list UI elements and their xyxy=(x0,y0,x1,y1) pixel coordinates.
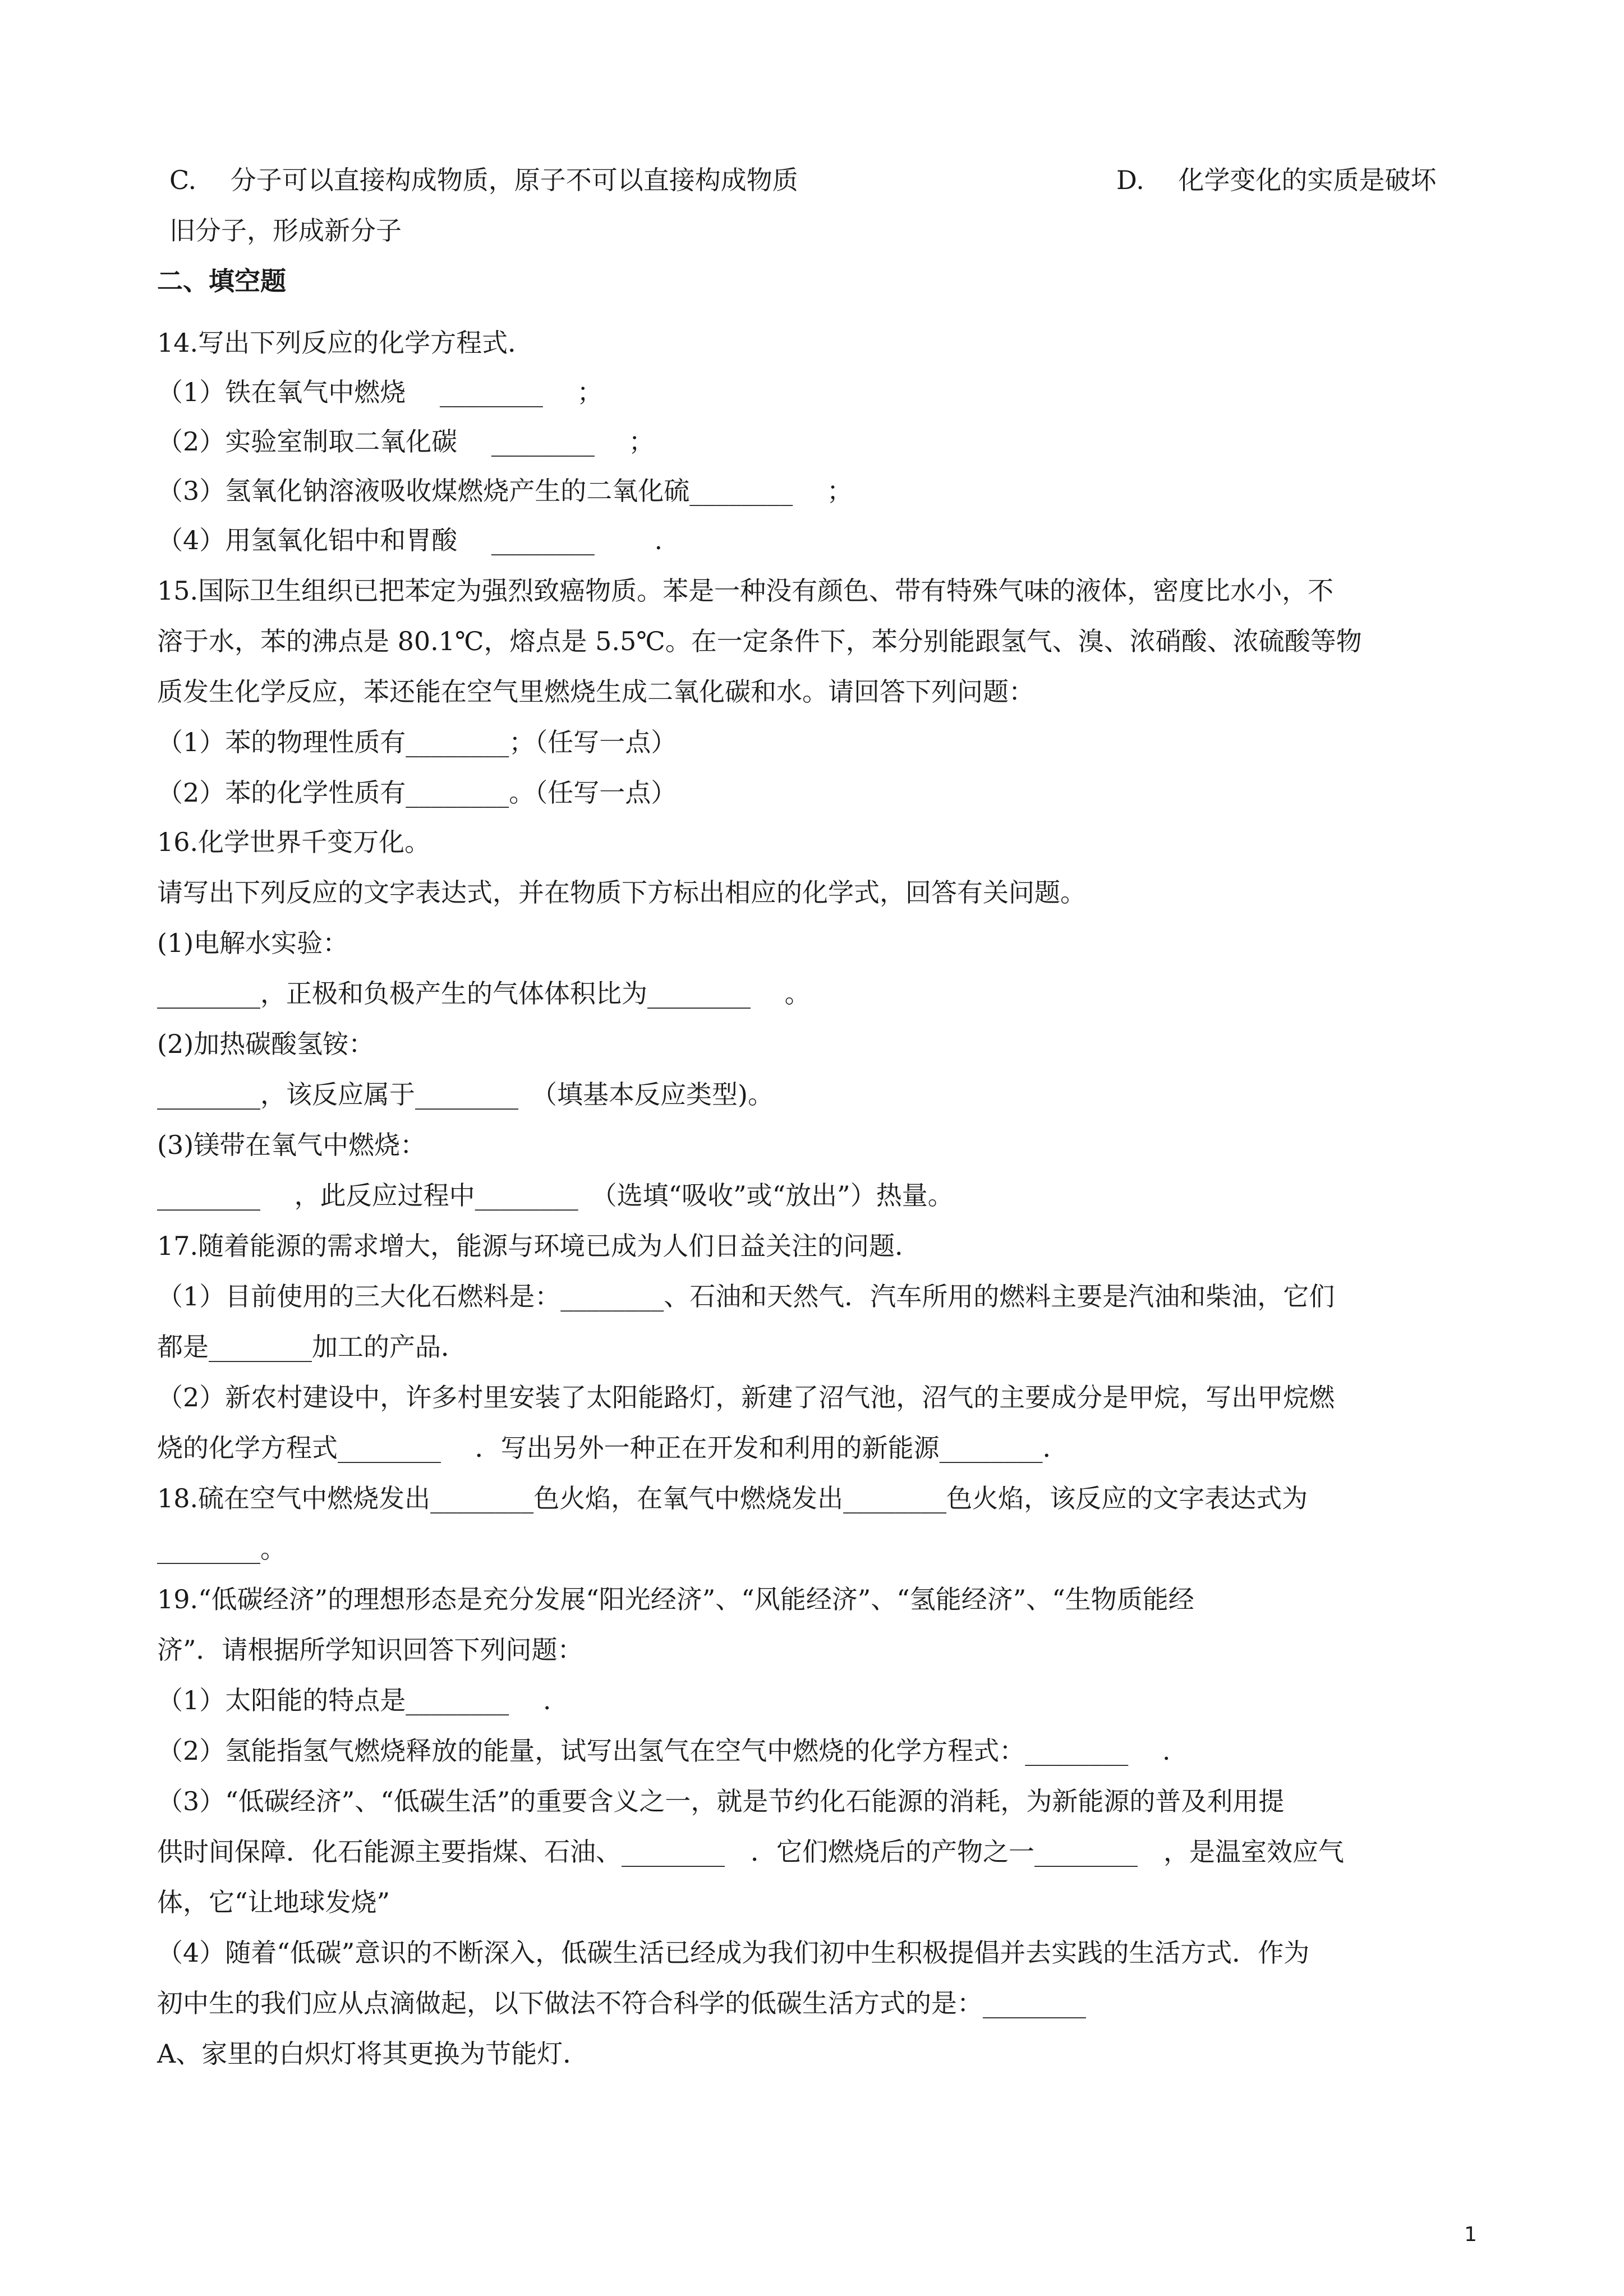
question-16-part-3: (3)镁带在氧气中燃烧： xyxy=(157,1130,426,1160)
question-18-line-1: 18.硫在空气中燃烧发出________色火焰，在氧气中燃烧发出________色火焰，该反应的文字表达式为 xyxy=(157,1483,1308,1513)
question-17-part-1-line-1: （1）目前使用的三大化石燃料是：________、石油和天然气．汽车所用的燃料主要是汽油和柴油，它们 xyxy=(157,1281,1335,1312)
question-14: 14.写出下列反应的化学方程式． xyxy=(157,328,534,358)
question-16-part-3-answer: ________ ，此反应过程中________ （选填“吸收”或“放出”）热量。 xyxy=(157,1180,954,1211)
question-19-part-3-line-1: （3）“低碳经济”、“低碳生活”的重要含义之一，就是节约化石能源的消耗，为新能源的普及利用提 xyxy=(157,1786,1285,1816)
question-17-part-1-line-2: 都是________加工的产品． xyxy=(157,1332,467,1362)
question-16-part-1: (1)电解水实验： xyxy=(157,928,349,958)
question-15-line-2: 溶于水，苯的沸点是 80.1℃，熔点是 5.5℃。在一定条件下，苯分别能跟氢气、溴、浓硝酸、浓硫酸等物 xyxy=(157,626,1362,656)
question-19-part-2: （2）氢能指氢气燃烧释放的能量，试写出氢气在空气中燃烧的化学方程式：________ . xyxy=(157,1736,1171,1766)
question-16-part-1-answer: ________，正极和负极产生的气体体积比为________ 。 xyxy=(157,978,811,1009)
question-16: 16.化学世界千变万化。 xyxy=(157,827,431,857)
question-14-part-3: （3）氢氧化钠溶液吸收煤燃烧产生的二氧化硫________ ； xyxy=(157,476,853,506)
question-16-instruction: 请写出下列反应的文字表达式，并在物质下方标出相应的化学式，回答有关问题。 xyxy=(157,877,1086,908)
page-number: 1 xyxy=(1464,2223,1477,2246)
question-19-line-2: 济”．请根据所学知识回答下列问题： xyxy=(157,1635,583,1665)
question-19-part-3-line-3: 体，它“让地球发烧” xyxy=(157,1887,390,1917)
question-14-part-2: （2）实验室制取二氧化碳 ________ ； xyxy=(157,426,655,457)
question-19-part-4-line-1: （4）随着“低碳”意识的不断深入，低碳生活已经成为我们初中生积极提倡并去实践的生活方式．作为 xyxy=(157,1938,1310,1968)
question-15-part-1: （1）苯的物理性质有________；（任写一点） xyxy=(157,727,677,757)
question-17: 17.随着能源的需求增大，能源与环境已成为人们日益关注的问题． xyxy=(157,1231,921,1261)
question-17-part-2-line-1: （2）新农村建设中，许多村里安装了太阳能路灯，新建了沼气池，沼气的主要成分是甲烷，写出甲烷燃 xyxy=(157,1382,1335,1412)
question-15-part-2: （2）苯的化学性质有________。（任写一点） xyxy=(157,777,677,808)
question-18-line-2: ________。 xyxy=(157,1534,286,1564)
question-15-line-1: 15.国际卫生组织已把苯定为强烈致癌物质。苯是一种没有颜色、带有特殊气味的液体，密度比水小，不 xyxy=(157,576,1334,606)
question-16-part-2: (2)加热碳酸氢铵： xyxy=(157,1029,375,1059)
option-d-continued: 旧分子，形成新分子 xyxy=(169,215,402,246)
question-19-part-4-line-2: 初中生的我们应从点滴做起，以下做法不符合科学的低碳生活方式的是：________ xyxy=(157,1988,1086,2018)
option-d: D. 化学变化的实质是破坏 xyxy=(1116,165,1437,195)
question-19-part-1: （1）太阳能的特点是________ . xyxy=(157,1685,551,1715)
question-16-part-2-answer: ________，该反应属于________ （填基本反应类型)。 xyxy=(157,1079,774,1110)
question-19-part-3-line-2: 供时间保障．化石能源主要指煤、石油、________ ．它们燃烧后的产物之一________ ，是温室效应气 xyxy=(157,1837,1344,1867)
option-c: C. 分子可以直接构成物质，原子不可以直接构成物质 xyxy=(169,165,798,195)
question-15-line-3: 质发生化学反应，苯还能在空气里燃烧生成二氧化碳和水。请回答下列问题： xyxy=(157,677,1034,707)
question-19-line-1: 19.“低碳经济”的理想形态是充分发展“阳光经济”、“风能经济”、“氢能经济”、“生物质能经 xyxy=(157,1584,1194,1614)
section-heading: 二、填空题 xyxy=(157,266,286,296)
question-17-part-2-line-2: 烧的化学方程式________ ．写出另外一种正在开发和利用的新能源________． xyxy=(157,1433,1069,1463)
question-14-part-4: （4）用氢氧化铝中和胃酸 ________ . xyxy=(157,525,663,555)
question-14-part-1: （1）铁在氧气中燃烧 ________ ； xyxy=(157,377,603,407)
question-19-option-a: A、家里的白炽灯将其更换为节能灯． xyxy=(157,2039,589,2069)
